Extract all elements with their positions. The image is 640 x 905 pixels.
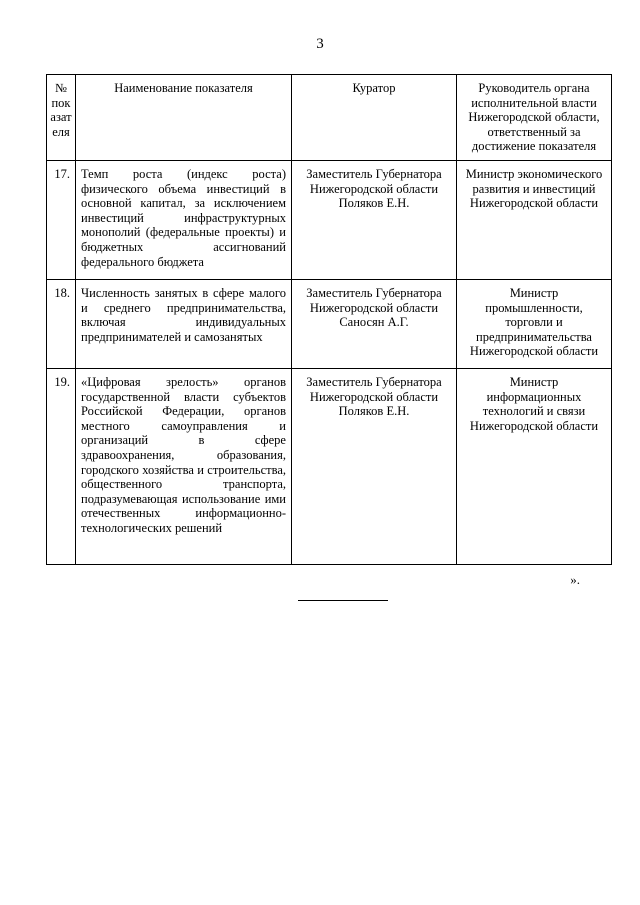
responsible-head: Министр информационных технологий и связи Нижегородской области — [457, 368, 612, 564]
responsible-head: Министр экономического развития и инвестиций Нижегородской области — [457, 160, 612, 279]
curator: Заместитель Губернатора Нижегородской области Саносян А.Г. — [292, 279, 457, 368]
table-row — [47, 368, 612, 564]
header-responsible-head: Руководитель органа исполнительной власти Нижегородской области, ответственный за достижение показателя — [457, 75, 612, 161]
responsible-head: Министр промышленности, торговли и предпринимательства Нижегородской области — [457, 279, 612, 368]
closing-quote-mark: ». — [570, 572, 580, 587]
indicator-name: «Цифровая зрелость» органов государственной власти субъектов Российской Федерации, органов местного самоуправления и организаций в сфере здравоохранения, образования, городского хозяйства и строительства, общественного транспорта, подразумевающая использование ими отечественных информационно-технологических решений — [76, 368, 292, 564]
table-row — [47, 279, 612, 368]
page-number: 3 — [316, 36, 324, 52]
indicator-name: Численность занятых в сфере малого и среднего предпринимательства, включая индивидуальных предпринимателей и самозанятых — [76, 279, 292, 368]
row-number: 19. — [47, 368, 76, 564]
table-row — [47, 160, 612, 279]
curator: Заместитель Губернатора Нижегородской области Поляков Е.Н. — [292, 368, 457, 564]
row-number: 17. — [47, 160, 76, 279]
indicator-name: Темп роста (индекс роста) физического объема инвестиций в основной капитал, за исключением инвестиций инфраструктурных монополий (федеральные проекты) и бюджетных ассигнований федерального бюджета — [76, 160, 292, 279]
separator-line — [298, 600, 388, 601]
indicators-table — [46, 74, 612, 565]
curator: Заместитель Губернатора Нижегородской области Поляков Е.Н. — [292, 160, 457, 279]
header-curator: Куратор — [292, 75, 457, 161]
row-number: 18. — [47, 279, 76, 368]
header-indicator-name: Наименование показателя — [76, 75, 292, 161]
header-number: № пок азат еля — [47, 75, 76, 161]
table-header-row — [47, 75, 612, 161]
